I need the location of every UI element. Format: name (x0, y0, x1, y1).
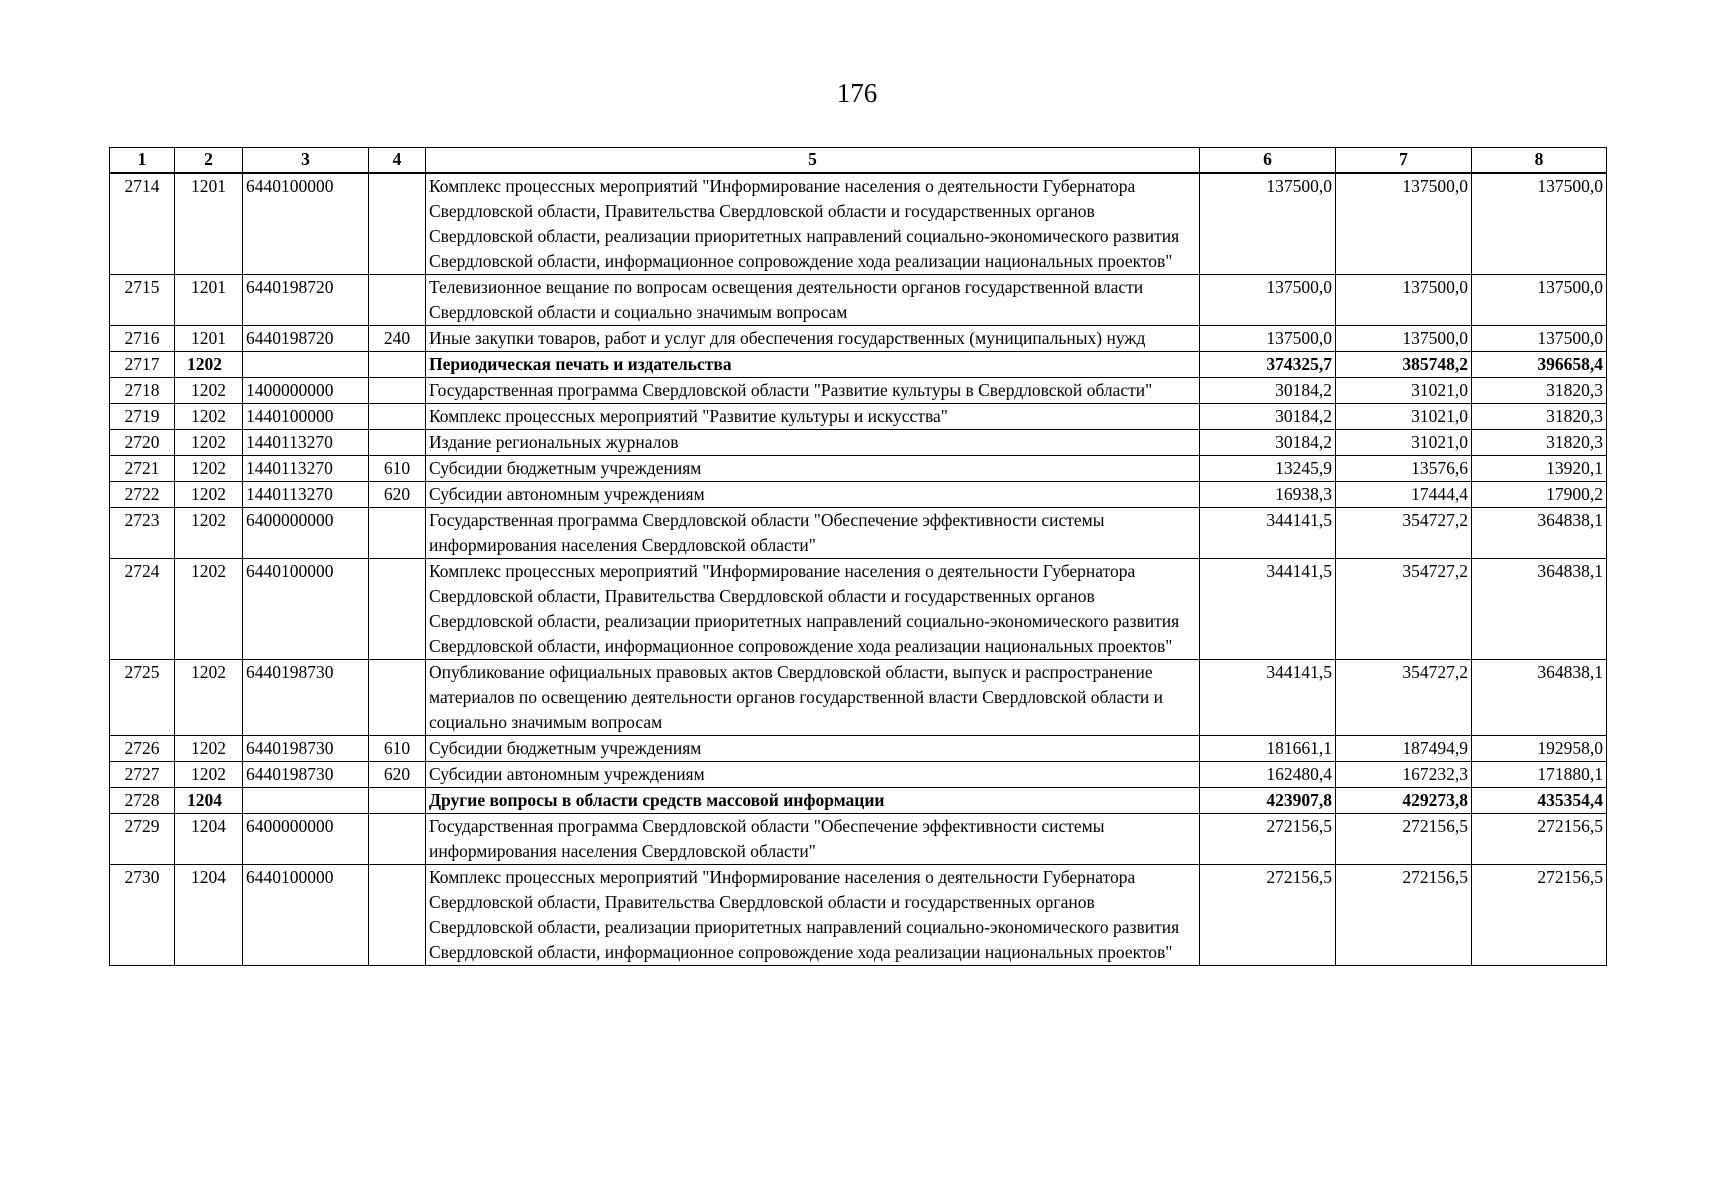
amount-year-2-cell: 272156,5 (1336, 865, 1472, 966)
table-row (110, 865, 1607, 966)
section-code-cell: 1204 (175, 788, 243, 814)
header-col-7: 7 (1336, 148, 1472, 174)
amount-year-1-cell: 30184,2 (1200, 430, 1336, 456)
header-col-6: 6 (1200, 148, 1336, 174)
amount-year-3-cell: 137500,0 (1472, 326, 1607, 352)
amount-year-3-cell: 272156,5 (1472, 865, 1607, 966)
row-number-cell: 2721 (110, 456, 175, 482)
amount-year-1-cell: 181661,1 (1200, 736, 1336, 762)
amount-year-1-cell: 30184,2 (1200, 404, 1336, 430)
amount-year-2-cell: 354727,2 (1336, 559, 1472, 660)
item-name-cell: Периодическая печать и издательства (426, 352, 1200, 378)
amount-year-2-cell: 31021,0 (1336, 430, 1472, 456)
amount-year-3-cell: 272156,5 (1472, 814, 1607, 865)
amount-year-2-cell: 137500,0 (1336, 275, 1472, 326)
amount-year-3-cell: 192958,0 (1472, 736, 1607, 762)
amount-year-2-cell: 13576,6 (1336, 456, 1472, 482)
item-name-cell: Другие вопросы в области средств массовой информации (426, 788, 1200, 814)
amount-year-1-cell: 13245,9 (1200, 456, 1336, 482)
table-row (110, 430, 1607, 456)
item-name-cell: Опубликование официальных правовых актов Свердловской области, выпуск и распространение материалов по освещению деятельности органов государственной власти Свердловской области и социально значимым вопросам (426, 660, 1200, 736)
item-name-cell: Издание региональных журналов (426, 430, 1200, 456)
table-row (110, 456, 1607, 482)
row-number-cell: 2716 (110, 326, 175, 352)
amount-year-1-cell: 30184,2 (1200, 378, 1336, 404)
item-name-cell: Субсидии автономным учреждениям (426, 762, 1200, 788)
section-code-cell: 1202 (175, 456, 243, 482)
target-article-cell: 1440113270 (243, 430, 369, 456)
expense-type-cell (369, 378, 426, 404)
amount-year-3-cell: 13920,1 (1472, 456, 1607, 482)
section-code-cell: 1202 (175, 660, 243, 736)
expense-type-cell (369, 508, 426, 559)
item-name-cell: Государственная программа Свердловской области "Обеспечение эффективности системы информирования населения Свердловской области" (426, 814, 1200, 865)
row-number-cell: 2714 (110, 173, 175, 275)
section-code-cell: 1202 (175, 762, 243, 788)
expense-type-cell (369, 404, 426, 430)
target-article-cell: 6400000000 (243, 814, 369, 865)
target-article-cell: 6440100000 (243, 173, 369, 275)
target-article-cell (243, 352, 369, 378)
header-row (110, 148, 1607, 174)
item-name-cell: Субсидии бюджетным учреждениям (426, 736, 1200, 762)
row-number-cell: 2715 (110, 275, 175, 326)
header-col-3: 3 (243, 148, 369, 174)
amount-year-3-cell: 17900,2 (1472, 482, 1607, 508)
section-code-cell: 1204 (175, 814, 243, 865)
section-code-cell: 1202 (175, 736, 243, 762)
expense-type-cell (369, 559, 426, 660)
target-article-cell: 6440198730 (243, 736, 369, 762)
expense-type-cell (369, 275, 426, 326)
amount-year-3-cell: 31820,3 (1472, 404, 1607, 430)
amount-year-1-cell: 423907,8 (1200, 788, 1336, 814)
row-number-cell: 2729 (110, 814, 175, 865)
table-row (110, 660, 1607, 736)
amount-year-1-cell: 344141,5 (1200, 508, 1336, 559)
target-article-cell: 1400000000 (243, 378, 369, 404)
expense-type-cell: 620 (369, 482, 426, 508)
table-row (110, 275, 1607, 326)
table-row (110, 352, 1607, 378)
target-article-cell: 6440198720 (243, 275, 369, 326)
row-number-cell: 2717 (110, 352, 175, 378)
amount-year-3-cell: 364838,1 (1472, 508, 1607, 559)
item-name-cell: Комплекс процессных мероприятий "Информирование населения о деятельности Губернатора Свердловской области, Правительства Свердловской области и государственных органов Свердловской области, реализации приоритетных направлений социально-экономического развития Свердловской области, информационное сопровождение хода реализации национальных проектов" (426, 559, 1200, 660)
section-code-cell: 1202 (175, 378, 243, 404)
amount-year-2-cell: 167232,3 (1336, 762, 1472, 788)
target-article-cell: 6440198720 (243, 326, 369, 352)
row-number-cell: 2726 (110, 736, 175, 762)
target-article-cell: 6440198730 (243, 660, 369, 736)
header-col-5: 5 (426, 148, 1200, 174)
expense-type-cell (369, 173, 426, 275)
header-col-2: 2 (175, 148, 243, 174)
amount-year-2-cell: 354727,2 (1336, 508, 1472, 559)
expense-type-cell (369, 788, 426, 814)
amount-year-3-cell: 364838,1 (1472, 660, 1607, 736)
amount-year-1-cell: 374325,7 (1200, 352, 1336, 378)
row-number-cell: 2718 (110, 378, 175, 404)
header-col-4: 4 (369, 148, 426, 174)
amount-year-2-cell: 429273,8 (1336, 788, 1472, 814)
section-code-cell: 1202 (175, 352, 243, 378)
amount-year-2-cell: 31021,0 (1336, 378, 1472, 404)
item-name-cell: Государственная программа Свердловской области "Развитие культуры в Свердловской области" (426, 378, 1200, 404)
item-name-cell: Субсидии автономным учреждениям (426, 482, 1200, 508)
expense-type-cell (369, 352, 426, 378)
amount-year-3-cell: 137500,0 (1472, 173, 1607, 275)
row-number-cell: 2719 (110, 404, 175, 430)
expense-type-cell (369, 660, 426, 736)
amount-year-1-cell: 344141,5 (1200, 559, 1336, 660)
expense-type-cell: 620 (369, 762, 426, 788)
amount-year-3-cell: 171880,1 (1472, 762, 1607, 788)
budget-table (109, 147, 1607, 966)
section-code-cell: 1202 (175, 404, 243, 430)
amount-year-1-cell: 272156,5 (1200, 814, 1336, 865)
amount-year-1-cell: 137500,0 (1200, 173, 1336, 275)
section-code-cell: 1202 (175, 559, 243, 660)
table-row (110, 482, 1607, 508)
target-article-cell: 6440198730 (243, 762, 369, 788)
section-code-cell: 1201 (175, 173, 243, 275)
header-col-1: 1 (110, 148, 175, 174)
amount-year-3-cell: 435354,4 (1472, 788, 1607, 814)
amount-year-2-cell: 272156,5 (1336, 814, 1472, 865)
amount-year-3-cell: 396658,4 (1472, 352, 1607, 378)
row-number-cell: 2720 (110, 430, 175, 456)
amount-year-2-cell: 385748,2 (1336, 352, 1472, 378)
section-code-cell: 1201 (175, 326, 243, 352)
section-code-cell: 1202 (175, 482, 243, 508)
row-number-cell: 2723 (110, 508, 175, 559)
item-name-cell: Комплекс процессных мероприятий "Развитие культуры и искусства" (426, 404, 1200, 430)
table-row (110, 508, 1607, 559)
row-number-cell: 2724 (110, 559, 175, 660)
amount-year-1-cell: 137500,0 (1200, 326, 1336, 352)
page-number: 176 (836, 78, 878, 108)
row-number-cell: 2730 (110, 865, 175, 966)
expense-type-cell: 240 (369, 326, 426, 352)
table-header (110, 148, 1607, 174)
section-code-cell: 1201 (175, 275, 243, 326)
amount-year-3-cell: 31820,3 (1472, 430, 1607, 456)
expense-type-cell (369, 430, 426, 456)
target-article-cell: 6400000000 (243, 508, 369, 559)
amount-year-1-cell: 16938,3 (1200, 482, 1336, 508)
amount-year-2-cell: 137500,0 (1336, 173, 1472, 275)
amount-year-2-cell: 137500,0 (1336, 326, 1472, 352)
amount-year-2-cell: 31021,0 (1336, 404, 1472, 430)
target-article-cell: 1440100000 (243, 404, 369, 430)
row-number-cell: 2727 (110, 762, 175, 788)
section-code-cell: 1202 (175, 430, 243, 456)
target-article-cell: 6440100000 (243, 559, 369, 660)
item-name-cell: Субсидии бюджетным учреждениям (426, 456, 1200, 482)
amount-year-3-cell: 137500,0 (1472, 275, 1607, 326)
target-article-cell: 6440100000 (243, 865, 369, 966)
item-name-cell: Комплекс процессных мероприятий "Информирование населения о деятельности Губернатора Свердловской области, Правительства Свердловской области и государственных органов Свердловской области, реализации приоритетных направлений социально-экономического развития Свердловской области, информационное сопровождение хода реализации национальных проектов" (426, 865, 1200, 966)
table-row (110, 173, 1607, 275)
expense-type-cell (369, 865, 426, 966)
header-col-8: 8 (1472, 148, 1607, 174)
target-article-cell: 1440113270 (243, 456, 369, 482)
table-row (110, 788, 1607, 814)
section-code-cell: 1204 (175, 865, 243, 966)
item-name-cell: Государственная программа Свердловской области "Обеспечение эффективности системы информирования населения Свердловской области" (426, 508, 1200, 559)
target-article-cell: 1440113270 (243, 482, 369, 508)
table-body (110, 173, 1607, 966)
item-name-cell: Телевизионное вещание по вопросам освещения деятельности органов государственной власти Свердловской области и социально значимым вопросам (426, 275, 1200, 326)
amount-year-1-cell: 137500,0 (1200, 275, 1336, 326)
table-row (110, 736, 1607, 762)
table-row (110, 559, 1607, 660)
expense-type-cell: 610 (369, 736, 426, 762)
amount-year-2-cell: 187494,9 (1336, 736, 1472, 762)
amount-year-3-cell: 31820,3 (1472, 378, 1607, 404)
item-name-cell: Комплекс процессных мероприятий "Информирование населения о деятельности Губернатора Свердловской области, Правительства Свердловской области и государственных органов Свердловской области, реализации приоритетных направлений социально-экономического развития Свердловской области, информационное сопровождение хода реализации национальных проектов" (426, 173, 1200, 275)
table-row (110, 814, 1607, 865)
amount-year-1-cell: 162480,4 (1200, 762, 1336, 788)
amount-year-2-cell: 354727,2 (1336, 660, 1472, 736)
section-code-cell: 1202 (175, 508, 243, 559)
row-number-cell: 2728 (110, 788, 175, 814)
table-row (110, 404, 1607, 430)
row-number-cell: 2722 (110, 482, 175, 508)
table-row (110, 326, 1607, 352)
expense-type-cell (369, 814, 426, 865)
table-row (110, 378, 1607, 404)
expense-type-cell: 610 (369, 456, 426, 482)
amount-year-1-cell: 272156,5 (1200, 865, 1336, 966)
row-number-cell: 2725 (110, 660, 175, 736)
target-article-cell (243, 788, 369, 814)
amount-year-1-cell: 344141,5 (1200, 660, 1336, 736)
amount-year-2-cell: 17444,4 (1336, 482, 1472, 508)
table-row (110, 762, 1607, 788)
amount-year-3-cell: 364838,1 (1472, 559, 1607, 660)
item-name-cell: Иные закупки товаров, работ и услуг для обеспечения государственных (муниципальных) нужд (426, 326, 1200, 352)
